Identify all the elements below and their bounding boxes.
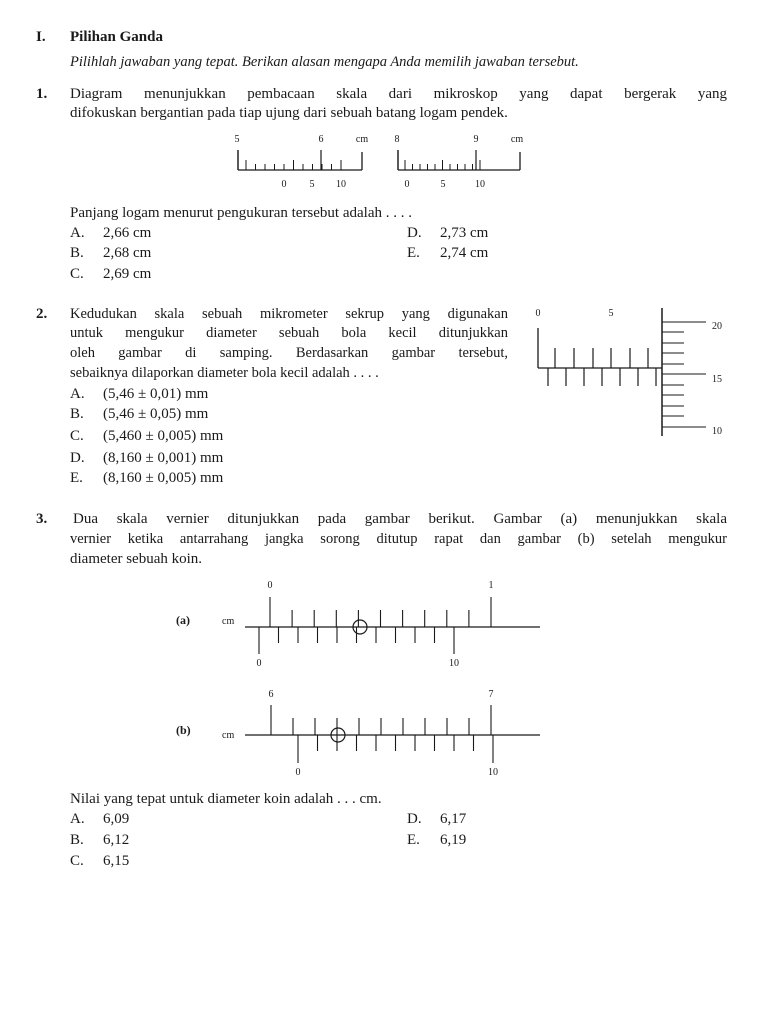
q1-prompt: Panjang logam menurut pengukuran tersebut adalah . . . .	[70, 205, 412, 221]
q1-left-main-label-a: 5	[234, 134, 240, 145]
q3-option-e-letter: E.	[407, 832, 420, 848]
q1-option-e-text: 2,74 cm	[440, 245, 489, 261]
q1-option-a-text: 2,66 cm	[103, 225, 152, 241]
q3-fig-a-tag: (a)	[176, 613, 190, 627]
q2-sleeve-label-5: 5	[608, 308, 614, 319]
q1-left-main-label-b: 6	[318, 134, 324, 145]
q3-fig-b-vernier-label-10: 10	[488, 767, 498, 778]
q3-fig-a-main-label-0: 0	[267, 580, 273, 591]
q1-option-d-letter: D.	[407, 225, 422, 241]
q1-left-vernier-label-10: 10	[336, 179, 346, 190]
q1-number: 1.	[36, 86, 48, 102]
q2-thimble-label-15: 15	[712, 374, 722, 385]
q2-thimble-label-20: 20	[712, 321, 722, 332]
q3-option-a-letter: A.	[70, 811, 85, 827]
q3-option-c-letter: C.	[70, 853, 84, 869]
q3-fig-a-unit: cm	[222, 616, 235, 627]
q1-right-main-label-a: 8	[394, 134, 400, 145]
q3-text-line2: vernier ketika antarrahang jangka sorong ditutup rapat dan gambar (b) setelah mengukur	[70, 531, 727, 547]
q1-right-vernier-label-0: 0	[404, 179, 410, 190]
q3-fig-a-main-label-1: 1	[488, 580, 494, 591]
q3-option-c-text: 6,15	[103, 853, 130, 869]
q3-fig-b-main-label-6: 6	[268, 689, 274, 700]
q3-prompt: Nilai yang tepat untuk diameter koin adalah . . . cm.	[70, 791, 382, 807]
q1-right-vernier-label-10: 10	[475, 179, 485, 190]
q3-fig-a-vernier-label-10: 10	[449, 658, 459, 669]
q1-right-unit: cm	[510, 134, 524, 145]
q3-figure-b	[176, 689, 540, 778]
q3-fig-a-vernier-label-0: 0	[256, 658, 262, 669]
q1-option-c-text: 2,69 cm	[103, 266, 152, 282]
q1-left-vernier-label-0: 0	[281, 179, 287, 190]
q1-right-main-label-b: 9	[473, 134, 479, 145]
q3-number: 3.	[36, 511, 48, 527]
q3-option-b-text: 6,12	[103, 832, 130, 848]
q2-option-d-text: (8,160 ± 0,001) mm	[103, 450, 224, 466]
q1-option-d-text: 2,73 cm	[440, 225, 489, 241]
q3-figure-a	[176, 580, 540, 669]
q2-text-line2: untuk mengukur diameter sebuah bola kecil ditunjukkan	[70, 325, 508, 341]
q2-option-d-letter: D.	[70, 450, 85, 466]
q3-fig-b-vernier-label-0: 0	[295, 767, 301, 778]
q1-option-b-letter: B.	[70, 245, 84, 261]
q2-option-e-letter: E.	[70, 470, 83, 486]
q2-text-line3: oleh gambar di samping. Berdasarkan gambar tersebut,	[70, 345, 508, 361]
q2-thimble-label-10: 10	[712, 426, 722, 437]
q3-option-a-text: 6,09	[103, 811, 130, 827]
q3-fig-b-main-ticks	[271, 705, 491, 735]
q2-option-c-text: (5,460 ± 0,005) mm	[103, 428, 224, 444]
q2-text-line1: Kedudukan skala sebuah mikrometer sekrup yang digunakan	[70, 306, 508, 322]
q1-left-unit: cm	[355, 134, 369, 145]
section-instruction: Pilihlah jawaban yang tepat. Berikan alasan mengapa Anda memilih jawaban tersebut.	[70, 54, 579, 70]
q3-fig-a-vernier-ticks	[259, 627, 454, 654]
q1-text-line2: difokuskan bergantian pada tiap ujung dari sebuah batang logam pendek.	[70, 105, 508, 121]
q3-text-line1: Dua skala vernier ditunjukkan pada gambar berikut. Gambar (a) menunjukkan skala	[73, 511, 727, 527]
section-number: I.	[36, 29, 46, 45]
q1-text-line1: Diagram menunjukkan pembacaan skala dari mikroskop yang dapat bergerak yang	[70, 86, 727, 102]
q1-right-vernier-label-5: 5	[440, 179, 446, 190]
q3-option-e-text: 6,19	[440, 832, 467, 848]
q1-option-c-letter: C.	[70, 266, 84, 282]
q3-fig-a-main-ticks	[270, 597, 491, 627]
q2-number: 2.	[36, 306, 48, 322]
q3-fig-b-vernier-ticks	[298, 735, 493, 763]
q3-option-b-letter: B.	[70, 832, 84, 848]
q2-sleeve-label-0: 0	[535, 308, 541, 319]
q3-option-d-letter: D.	[407, 811, 422, 827]
q1-left-vernier-label-5: 5	[309, 179, 315, 190]
q1-option-a-letter: A.	[70, 225, 85, 241]
q3-fig-b-unit: cm	[222, 730, 235, 741]
q2-option-a-text: (5,46 ± 0,01) mm	[103, 386, 209, 402]
q1-option-b-text: 2,68 cm	[103, 245, 152, 261]
q2-option-a-letter: A.	[70, 386, 85, 402]
q2-option-b-letter: B.	[70, 406, 84, 422]
section-title: Pilihan Ganda	[70, 29, 163, 45]
q3-text-line3: diameter sebuah koin.	[70, 551, 203, 567]
q1-option-e-letter: E.	[407, 245, 420, 261]
q2-option-c-letter: C.	[70, 428, 84, 444]
q3-fig-b-main-label-7: 7	[488, 689, 494, 700]
q3-fig-b-tag: (b)	[176, 723, 191, 737]
q2-option-e-text: (8,160 ± 0,005) mm	[103, 470, 224, 486]
q3-option-d-text: 6,17	[440, 811, 467, 827]
q2-text-line4: sebaiknya dilaporkan diameter bola kecil adalah . . . .	[70, 365, 379, 381]
q2-option-b-text: (5,46 ± 0,05) mm	[103, 406, 209, 422]
